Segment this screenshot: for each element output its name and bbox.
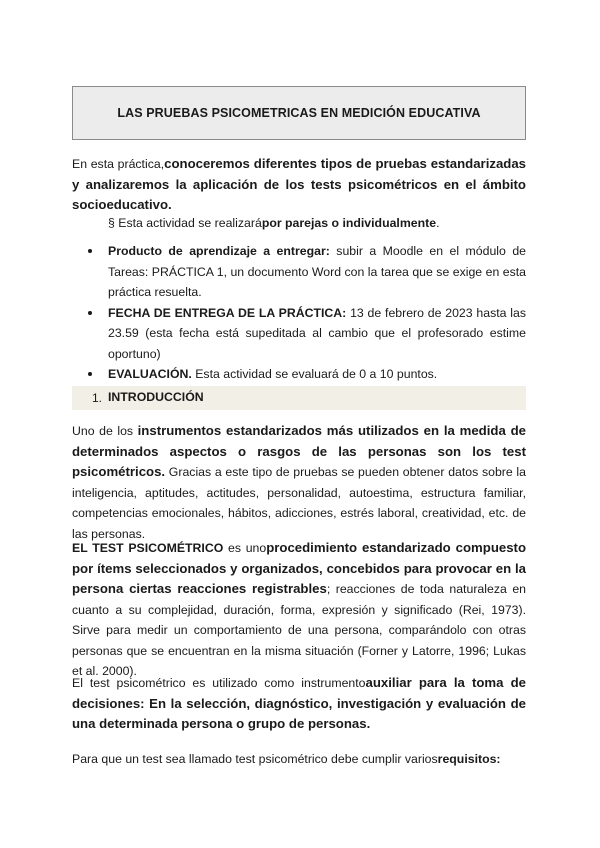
intro-lead: En esta práctica, — [72, 157, 165, 171]
bullet-bold: Producto de aprendizaje a entregar: — [108, 244, 330, 258]
section-title: INTRODUCCIÓN — [108, 390, 204, 404]
intro-bold: conoceremos diferentes tipos de pruebas estandarizadas y analizaremos la aplicación de los tests psicométricos en el ámbito socioeducativo. — [72, 156, 527, 212]
para3-text-a: El test psicométrico es utilizado como instrumento — [72, 676, 366, 690]
para1-bold: instrumentos estandarizados más utilizados en la medida de determinados aspectos o rasgos de las personas son los test psicométricos. — [72, 423, 526, 479]
para2-term: EL TEST PSICOMÉTRICO — [72, 541, 224, 555]
activity-text: Esta actividad se realizará — [118, 216, 262, 230]
list-item — [72, 303, 526, 365]
bullet-bold: FECHA DE ENTREGA DE LA PRÁCTICA: — [108, 305, 347, 320]
bullet-bold: EVALUACIÓN. — [108, 367, 192, 381]
section-symbol: § — [108, 216, 115, 230]
document-title: LAS PRUEBAS PSICOMETRICAS EN MEDICIÓN EDUCATIVA — [117, 106, 481, 120]
para1-text-a: Uno de los — [72, 424, 138, 438]
para2-bold: procedimiento estandarizado compuesto por ítems seleccionados y organizados, concebidos para provocar en la persona ciertas reacciones registrables — [72, 540, 526, 596]
bullet-text: 13 de febrero de 2023 hasta las 23.59 (esta fecha está supeditada al cambio que el profesorado estime oportuno) — [108, 305, 527, 361]
bullet-icon — [88, 249, 92, 253]
activity-end: . — [436, 216, 440, 230]
bullet-icon — [88, 372, 92, 376]
title-box — [72, 86, 526, 140]
para2-text-b: es uno — [223, 541, 267, 555]
para2-text-d: ; reacciones de toda naturaleza en cuanto a su complejidad, duración, forma, expresión y significado (Rei, 1973). Sirve para medir un comportamiento de una persona, comparándolo con otras personas que se encuentran en la misma situación (Forner y Latorre, 1996; Lukas et al. 2000). — [72, 582, 527, 678]
list-item — [72, 364, 526, 385]
paragraph-2 — [72, 538, 526, 682]
para4-text-a: Para que un test sea llamado test psicométrico debe cumplir varios — [72, 752, 438, 766]
intro-paragraph — [72, 154, 526, 216]
section-number: 1. — [92, 391, 103, 405]
bullet-text: subir a Moodle en el módulo de Tareas: PRÁCTICA 1, un documento Word con la tarea que se exige en esta práctica resuelta. — [108, 244, 526, 299]
paragraph-1 — [72, 421, 526, 544]
activity-line — [108, 213, 439, 233]
para4-bold: requisitos: — [437, 752, 501, 766]
para1-text-c: Gracias a este tipo de pruebas se pueden obtener datos sobre la inteligencia, aptitudes, actitudes, personalidad, autoestima, estructura familiar, competencias emocionales, hábitos, adicciones, estrés laboral, creatividad, etc. de las personas. — [72, 465, 526, 541]
para3-bold: auxiliar para la toma de decisiones: En la selección, diagnóstico, investigación y evaluación de una determinada persona o grupo de personas. — [72, 675, 526, 731]
list-item — [72, 241, 526, 303]
bullet-list — [72, 241, 526, 385]
paragraph-4 — [72, 749, 526, 770]
bullet-icon — [88, 311, 92, 315]
activity-bold: por parejas o individualmente — [261, 216, 437, 230]
bullet-text: Esta actividad se evaluará de 0 a 10 puntos. — [191, 367, 438, 381]
paragraph-3 — [72, 673, 526, 735]
